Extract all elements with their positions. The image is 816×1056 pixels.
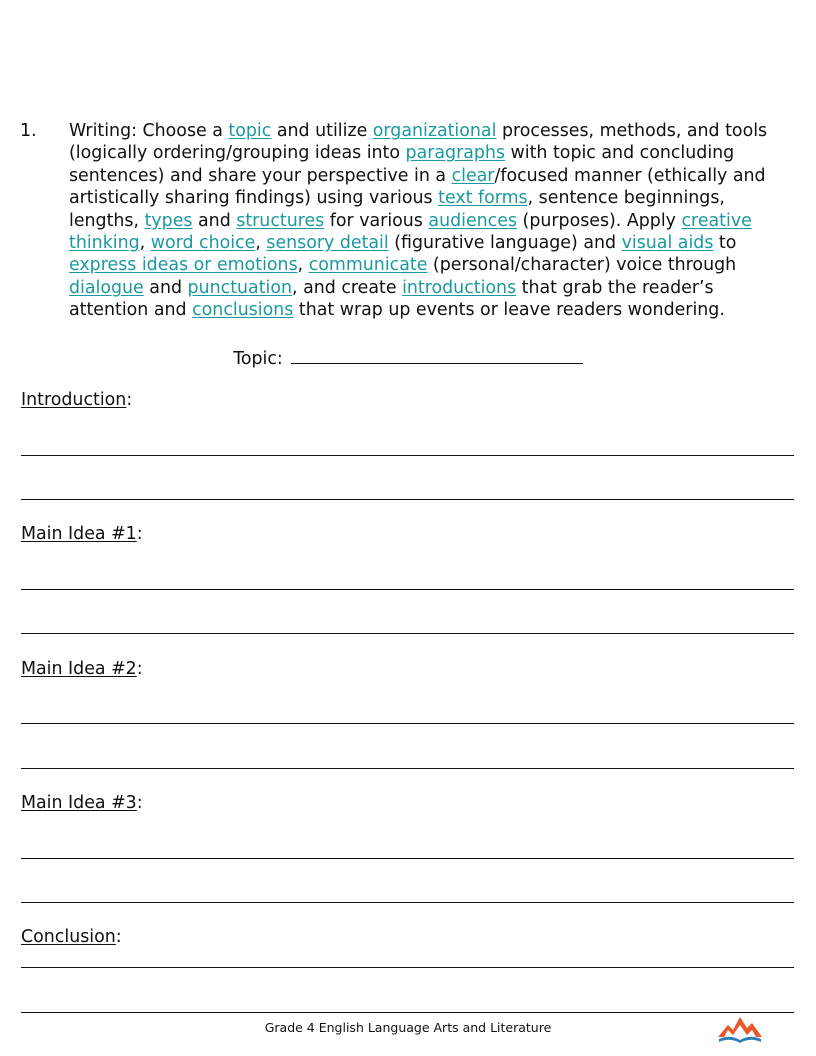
glossary-link[interactable]: punctuation (187, 277, 293, 298)
instruction-text (69, 120, 798, 322)
instruction-text-fragment: processes, methods, and tools (logically ordering/grouping ideas into (69, 121, 768, 164)
instruction-text-fragment: (figurative language) and (388, 233, 622, 254)
glossary-link[interactable]: express ideas or emotions (69, 255, 298, 276)
topic-label: Topic: (233, 349, 283, 369)
instruction-text-fragment: for various (324, 210, 429, 231)
section-label-introduction: Introduction: (21, 390, 133, 410)
item-number: 1. (20, 121, 37, 141)
instruction-text-fragment: , (139, 233, 151, 254)
glossary-link[interactable]: structures (236, 210, 325, 231)
instruction-text-fragment: , (255, 233, 267, 254)
topic-row (0, 343, 816, 369)
glossary-link[interactable]: creative thinking (69, 210, 752, 254)
instruction-text-fragment: with topic and concluding sentences) and share your perspective in a (69, 143, 735, 186)
glossary-link[interactable]: audiences (428, 210, 517, 231)
writing-line[interactable] (21, 858, 794, 859)
writing-line[interactable] (21, 1012, 794, 1013)
instruction-text-fragment: , (297, 255, 309, 276)
instruction-text-fragment: , sentence beginnings, lengths, (69, 188, 725, 231)
section-label-main-idea-3: Main Idea #3: (21, 793, 143, 813)
writing-line[interactable] (21, 589, 794, 590)
glossary-link[interactable]: text forms (438, 188, 528, 209)
writing-line[interactable] (21, 902, 794, 903)
writing-line[interactable] (21, 768, 794, 769)
topic-blank-line[interactable] (291, 343, 583, 364)
glossary-link[interactable]: organizational (372, 121, 497, 141)
glossary-link[interactable]: topic (228, 121, 272, 141)
glossary-link[interactable]: dialogue (69, 277, 144, 298)
instruction-item (20, 120, 798, 322)
glossary-link[interactable]: word choice (150, 233, 256, 254)
writing-line[interactable] (21, 499, 794, 500)
writing-line[interactable] (21, 967, 794, 968)
instruction-text-fragment: and (143, 277, 188, 298)
writing-line[interactable] (21, 633, 794, 634)
glossary-link[interactable]: conclusions (192, 300, 294, 321)
footer-text: Grade 4 English Language Arts and Literature (264, 1020, 552, 1035)
glossary-link[interactable]: sensory detail (266, 233, 389, 254)
glossary-link[interactable]: visual aids (621, 233, 714, 254)
instruction-text-fragment: /focused manner (ethically and artistically sharing findings) using various (69, 165, 766, 209)
section-label-conclusion: Conclusion: (21, 927, 122, 947)
instruction-text-fragment: and (192, 210, 237, 231)
instruction-text-fragment: (personal/character) voice through (427, 255, 737, 276)
glossary-link[interactable]: introductions (402, 277, 517, 298)
instruction-text-fragment: and utilize (271, 121, 373, 141)
glossary-link[interactable]: communicate (308, 255, 428, 276)
instruction-text-fragment: that grab the reader’s attention and (69, 277, 714, 321)
instruction-text-fragment: (purposes). Apply (517, 210, 682, 231)
instruction-text-fragment: that wrap up events or leave readers wondering. (293, 300, 725, 321)
instruction-text-fragment: Writing: Choose a (69, 121, 229, 141)
glossary-link[interactable]: types (144, 210, 193, 231)
instruction-text-fragment: to (713, 233, 737, 254)
glossary-link[interactable]: clear (451, 165, 495, 186)
instruction-text-fragment: , and create (292, 277, 403, 298)
logo-mountain-book-icon (716, 1013, 764, 1047)
writing-line[interactable] (21, 723, 794, 724)
writing-line[interactable] (21, 455, 794, 456)
section-label-main-idea-2: Main Idea #2: (21, 659, 143, 679)
section-label-main-idea-1: Main Idea #1: (21, 524, 143, 544)
glossary-link[interactable]: paragraphs (405, 143, 506, 164)
